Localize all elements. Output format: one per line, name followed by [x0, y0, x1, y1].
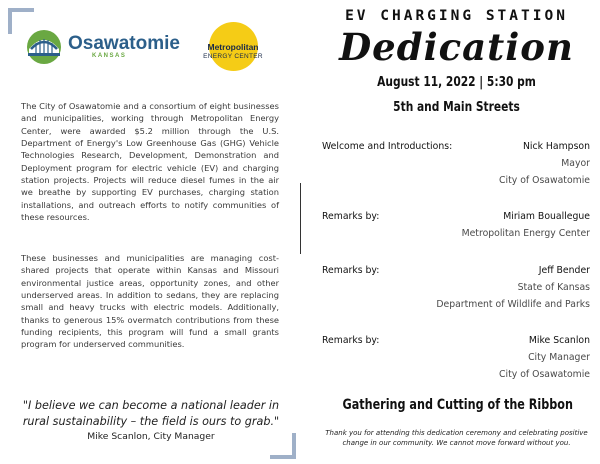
- speaker-name: Jeff Bender: [538, 265, 590, 276]
- program-label: Remarks by:: [322, 265, 380, 276]
- speaker-name: Mike Scanlon: [528, 335, 590, 346]
- mec-logo-text: Metropolitan: [207, 42, 259, 52]
- event-title: EV CHARGING STATION: [345, 8, 568, 24]
- speaker-title: City Manager: [528, 352, 590, 363]
- speaker-org: City of Osawatomie: [499, 175, 590, 186]
- fold-divider: [300, 183, 301, 254]
- ribbon-cutting-heading: Gathering and Cutting of the Ribbon: [342, 397, 573, 413]
- projects-paragraph: These businesses and municipalities are managing cost-shared projects that operate within Kansas and Missouri environmental justice areas, opportunity zones, and other underserved areas. In addition to sedans, they are replacing small and heavy trucks with electric models. Additionally, thanks to generous 15% overmatch contributions from these funding recipients, this program will fund a small grants program for underserved communities.: [21, 253, 279, 350]
- pull-quote: "I believe we can become a national leader in rural sustainability – the field is ours to grab.": [22, 399, 280, 428]
- speaker-org: Metropolitan Energy Center: [461, 228, 590, 239]
- speaker-title: Mayor: [561, 158, 590, 169]
- dedication-heading: Dedication: [339, 25, 574, 69]
- speaker-name: Nick Hampson: [522, 141, 590, 152]
- osawatomie-logo-text: Osawatomie: [68, 33, 180, 54]
- program-label: Remarks by:: [322, 211, 380, 222]
- metropolitan-energy-center-logo: [193, 22, 273, 74]
- mec-logo-subtext: ENERGY CENTER: [203, 53, 263, 60]
- speaker-title: State of Kansas: [517, 282, 590, 293]
- osawatomie-bridge-icon: [26, 29, 62, 65]
- quote-attribution: Mike Scanlon, City Manager: [87, 431, 215, 442]
- osawatomie-logo: [26, 29, 180, 69]
- speaker-name: Miriam Bouallegue: [503, 211, 590, 222]
- program-label: Remarks by:: [322, 335, 380, 346]
- intro-paragraph: The City of Osawatomie and a consortium of eight businesses and municipalities, working through Metropolitan Energy Center, were awarded $5.2 million through the U.S. Department of Energy's Low Greenhouse Gas (GHG) Vehicle Technologies Research, Development, Demonstration and Deployment program for electric vehicle (EV) and charging station projects. Projects will reduce diesel fumes in the air we breathe by supporting EV purchases, charging station installations, and outreach efforts to notify communities of these resources.: [21, 101, 279, 223]
- event-location: 5th and Main Streets: [393, 100, 520, 115]
- speaker-org: City of Osawatomie: [499, 369, 590, 380]
- event-date-time: August 11, 2022 | 5:30 pm: [377, 75, 536, 90]
- program-label: Welcome and Introductions:: [322, 141, 453, 152]
- thank-you-note: Thank you for attending this dedication ceremony and celebrating positive change in our community. We cannot move forward without you.: [325, 429, 588, 447]
- speaker-org: Department of Wildlife and Parks: [436, 299, 590, 310]
- osawatomie-logo-subtext: KANSAS: [92, 53, 127, 59]
